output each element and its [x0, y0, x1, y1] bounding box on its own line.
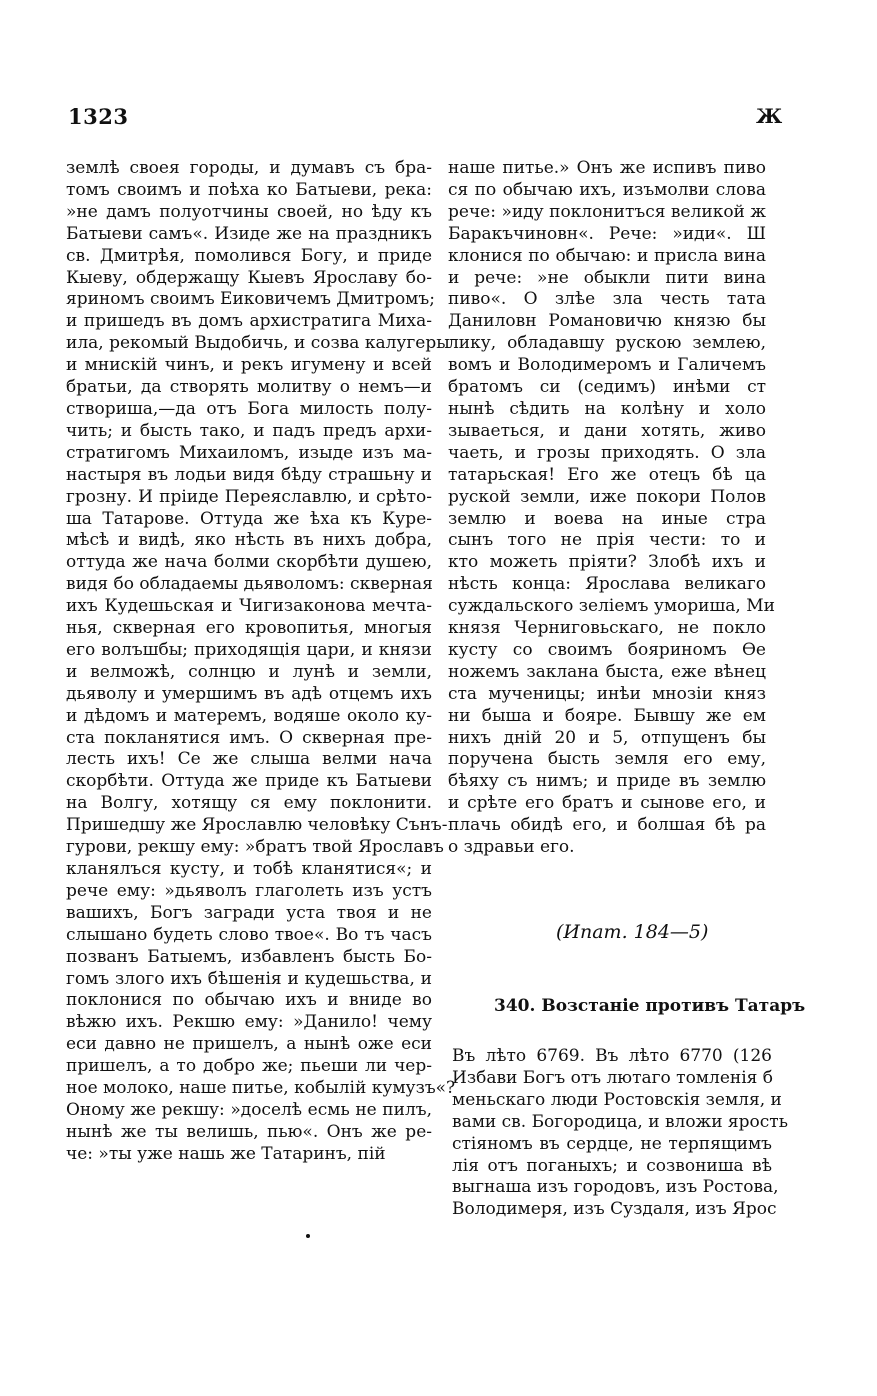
- text-line: князя Черниговьскаго, не покло: [448, 618, 766, 639]
- text-line: татарьская! Его же отецъ бѣ ца: [448, 464, 766, 485]
- text-line: пришелъ, а то добро же; пьеши ли чер-: [66, 1056, 432, 1077]
- text-line: ихъ Кудешьская и Чигизаконова мечта-: [66, 596, 432, 617]
- ink-dot: [306, 1234, 310, 1238]
- citation: (Ипат. 184—5): [556, 921, 709, 943]
- text-line: яриномъ своимъ Еиковичемъ Дмитромъ;: [66, 289, 435, 310]
- text-line: кланялъся кусту, и тобѣ кланятися«; и: [66, 859, 432, 879]
- text-line: гомъ злого ихъ бѣшенія и кудешьства, и: [66, 968, 432, 989]
- text-line: ста мученицы; инѣи мнозіи княз: [448, 683, 766, 704]
- text-line: рече ему: »дьяволъ глаголеть изъ устъ: [66, 880, 432, 901]
- text-line: оттуда же нача болми скорбѣти душею,: [66, 552, 432, 573]
- text-line: и мнискій чинъ, и рекъ игумену и всей: [66, 355, 432, 376]
- text-line: томъ своимъ и поѣха ко Батыеви, река:: [66, 179, 432, 200]
- text-line: скорбѣти. Оттуда же приде къ Батыеви: [66, 771, 432, 792]
- text-line: нихъ дній 20 и 5, отпущенъ бы: [448, 727, 766, 748]
- text-line: Баракъчиновн«. Рече: »иди«. Ш: [448, 223, 766, 244]
- text-line: суждальского зеліемъ умориша, Ми: [448, 596, 775, 617]
- text-line: стратигомъ Михаиломъ, изыде изъ ма-: [66, 442, 432, 463]
- text-line: нынѣ сѣдить на колѣну и холо: [448, 398, 766, 419]
- text-line: св. Дмитрѣя, помолився Богу, и приде: [66, 245, 432, 266]
- section-heading: 340. Возстаніе противъ Татаръ: [494, 996, 806, 1016]
- text-line: нѣсть конца: Ярослава великаго: [448, 574, 766, 595]
- text-line: выгнаша изъ городовъ, изъ Ростова,: [452, 1177, 779, 1198]
- text-line: бѣяху съ нимъ; и приде въ землю: [448, 771, 766, 792]
- text-line: Володимеря, изъ Суздаля, изъ Ярос: [452, 1199, 777, 1220]
- text-line: лику, обладавшу рускою землею,: [448, 333, 766, 354]
- text-line: ста покланятися имъ. О скверная пре-: [66, 727, 432, 748]
- text-line: клонися по обычаю: и присла вина: [448, 245, 766, 266]
- text-line: меньскаго люди Ростовскія земля, и: [452, 1089, 782, 1110]
- text-line: руской земли, иже покори Полов: [448, 486, 766, 507]
- text-line: зываеться, и дани хотять, живо: [448, 420, 766, 441]
- text-line: ша Татарове. Оттуда же ѣха къ Куре-: [66, 508, 432, 529]
- text-line: вомъ и Володимеромъ и Галичемъ: [448, 355, 766, 376]
- text-line: Кыеву, обдержащу Кыевъ Ярославу бо-: [66, 267, 432, 288]
- text-line: наше питье.» Онъ же испивъ пиво: [448, 158, 766, 178]
- text-line: ни быша и бояре. Бывшу же ем: [448, 705, 766, 726]
- text-line: сынъ того не прія чести: то и: [448, 530, 766, 551]
- text-line: рече: »иду поклонитъся великой ж: [448, 201, 766, 222]
- text-line: гурови, рекшу ему: »братъ твой Ярославъ: [66, 837, 444, 858]
- text-line: грозну. И пріиде Переяславлю, и срѣто-: [66, 486, 432, 507]
- text-line: дьяволу и умершимъ въ адѣ отцемъ ихъ: [66, 683, 432, 704]
- text-line: чить; и бысть тако, и падъ предъ архи-: [66, 420, 432, 441]
- text-line: ся по обычаю ихъ, изъмолви слова: [448, 179, 766, 200]
- text-line: и срѣте его братъ и сынове его, и: [448, 793, 766, 814]
- text-line: о здравьи его.: [448, 837, 575, 858]
- text-line: Избави Богъ отъ лютаго томленія б: [452, 1067, 774, 1088]
- text-line: пиво«. О злѣе зла честь тата: [448, 289, 766, 310]
- text-line: поклонися по обычаю ихъ и вниде во: [66, 990, 432, 1011]
- text-line: и рече: »не обыкли пити вина: [448, 267, 766, 288]
- text-line: еси давно не пришелъ, а нынѣ оже еси: [66, 1034, 432, 1055]
- text-line: поручена бысть земля его ему,: [448, 749, 766, 770]
- text-line: Даниловн Романовичю князю бы: [448, 311, 766, 332]
- text-line: его волъшбы; приходящія цари, и князи: [66, 639, 432, 660]
- right-column: [448, 158, 775, 859]
- text-line: ила, рекомый Выдобичь, и созва калугеры: [66, 333, 450, 354]
- text-line: и велможѣ, солнцю и лунѣ и земли,: [66, 661, 432, 682]
- text-line: вами св. Богородица, и вложи ярость: [452, 1111, 788, 1132]
- text-line: братомъ си (седимъ) инѣми ст: [448, 377, 766, 398]
- text-line: землю и воева на иные стра: [448, 508, 766, 529]
- text-line: видя бо обладаемы дьяволомъ: скверная: [66, 574, 433, 595]
- text-line: чаеть, и грозы приходять. О зла: [448, 442, 766, 463]
- text-line: че: »ты уже нашь же Татаринъ, пій: [66, 1143, 386, 1164]
- text-line: плачь обидѣ его, и болшая бѣ ра: [448, 815, 766, 836]
- text-line: и пришедъ въ домъ архистратига Миха-: [66, 311, 432, 332]
- text-line: »не дамъ полуотчины своей, но ѣду къ: [66, 201, 432, 222]
- text-line: стіяномъ въ сердце, не терпящимъ: [452, 1133, 772, 1154]
- text-line: кто можеть пріяти? Злобѣ ихъ и: [448, 552, 766, 573]
- text-line: створиша,—да отъ Бога милость полу-: [66, 398, 432, 419]
- text-line: ное молоко, наше питье, кобылій кумузъ«?: [66, 1078, 456, 1099]
- text-line: Пришедшу же Ярославлю человѣку Сънъ-: [66, 815, 448, 836]
- text-line: Въ лѣто 6769. Въ лѣто 6770 (126: [452, 1046, 772, 1066]
- text-line: Оному же рекшу: »доселѣ есмь не пилъ,: [66, 1099, 432, 1120]
- text-line: позванъ Батыемъ, избавленъ бысть Бо-: [66, 946, 432, 967]
- text-line: ножемъ заклана быста, еже вѣнец: [448, 661, 766, 682]
- page-number: 1323: [68, 104, 129, 129]
- text-line: нынѣ же ты велишь, пью«. Онъ же ре-: [66, 1121, 432, 1142]
- left-column: [66, 158, 456, 1166]
- text-line: кусту со своимъ бояриномъ Ѳе: [448, 639, 766, 660]
- text-line: вѣжю ихъ. Рекшю ему: »Данило! чему: [66, 1012, 432, 1033]
- text-line: лія отъ поганыхъ; и созвониша вѣ: [452, 1155, 772, 1176]
- text-line: нья, скверная его кровопитья, многыя: [66, 618, 432, 639]
- right-column-section-text: [452, 1046, 788, 1221]
- text-line: братьи, да створять молитву о немъ—и: [66, 377, 432, 398]
- text-line: Батыеви самъ«. Изиде же на праздникъ: [66, 223, 432, 244]
- edge-mark: Ж: [756, 104, 783, 128]
- text-line: землѣ своея городы, и думавъ съ бра-: [66, 158, 432, 178]
- text-line: слышано будеть слово твое«. Во тъ часъ: [66, 924, 432, 945]
- text-line: на Волгу, хотящу ся ему поклонити.: [66, 793, 432, 814]
- text-line: лесть ихъ! Се же слыша велми нача: [66, 749, 432, 770]
- text-line: вашихъ, Богъ загради уста твоя и не: [66, 902, 432, 923]
- text-line: и дѣдомъ и матеремъ, водяше около ку-: [66, 705, 432, 726]
- text-line: настыря въ лодьи видя бѣду страшьну и: [66, 464, 432, 485]
- text-line: мѣсѣ и видѣ, яко нѣсть въ нихъ добра,: [66, 530, 432, 551]
